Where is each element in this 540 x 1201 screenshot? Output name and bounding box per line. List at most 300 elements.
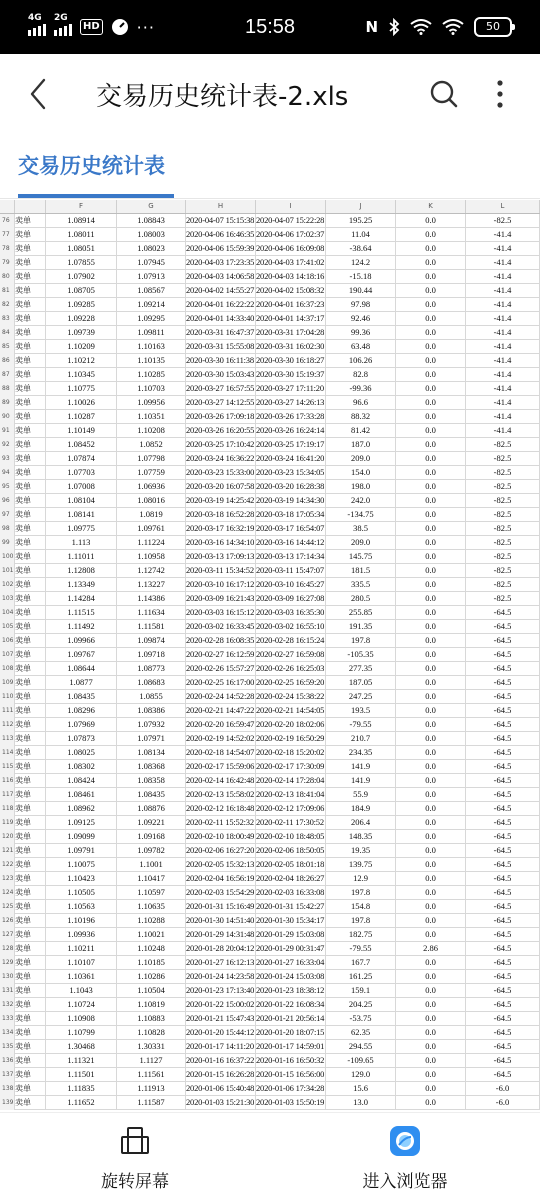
table-cell[interactable]: -64.5	[466, 1040, 540, 1054]
table-cell[interactable]: 159.1	[326, 984, 396, 998]
table-cell[interactable]: 2020-02-28 16:15:24	[256, 634, 326, 648]
table-cell[interactable]: 197.8	[326, 914, 396, 928]
table-cell[interactable]: 141.9	[326, 760, 396, 774]
table-row[interactable]	[0, 886, 540, 900]
table-cell[interactable]: 2020-02-13 15:58:02	[186, 788, 256, 802]
table-cell[interactable]: 1.11515	[46, 606, 117, 620]
table-cell[interactable]: 2020-03-26 17:09:18	[186, 410, 256, 424]
table-cell[interactable]: 1.1043	[46, 984, 117, 998]
table-cell[interactable]: 卖单	[15, 718, 46, 732]
table-cell[interactable]: 2020-04-03 14:06:58	[186, 270, 256, 284]
table-cell[interactable]: 0.0	[396, 270, 466, 284]
table-cell[interactable]: 2020-02-05 18:01:18	[256, 858, 326, 872]
table-cell[interactable]: 1.09295	[117, 312, 186, 326]
table-row[interactable]	[0, 872, 540, 886]
table-cell[interactable]: 2020-02-04 18:26:27	[256, 872, 326, 886]
table-cell[interactable]: 0.0	[396, 1026, 466, 1040]
table-cell[interactable]: 0.0	[396, 284, 466, 298]
table-cell[interactable]: 2020-03-24 16:36:22	[186, 452, 256, 466]
table-cell[interactable]: 209.0	[326, 452, 396, 466]
table-row[interactable]	[0, 718, 540, 732]
table-cell[interactable]: -41.4	[466, 368, 540, 382]
table-row[interactable]	[0, 452, 540, 466]
table-cell[interactable]: 63.48	[326, 340, 396, 354]
table-cell[interactable]: 145.75	[326, 550, 396, 564]
table-cell[interactable]: 2020-03-20 16:07:58	[186, 480, 256, 494]
table-cell[interactable]: 2020-02-14 17:28:04	[256, 774, 326, 788]
table-cell[interactable]: 1.09767	[46, 648, 117, 662]
table-cell[interactable]: 1.10958	[117, 550, 186, 564]
table-cell[interactable]: 0.0	[396, 830, 466, 844]
table-cell[interactable]: 卖单	[15, 466, 46, 480]
table-cell[interactable]: 2020-04-01 14:33:40	[186, 312, 256, 326]
table-cell[interactable]: -64.5	[466, 606, 540, 620]
table-cell[interactable]: 卖单	[15, 214, 46, 228]
table-cell[interactable]: 187.05	[326, 676, 396, 690]
table-cell[interactable]: 0.0	[396, 564, 466, 578]
table-cell[interactable]: -64.5	[466, 970, 540, 984]
table-cell[interactable]: 2020-02-04 16:56:19	[186, 872, 256, 886]
table-cell[interactable]: 1.09811	[117, 326, 186, 340]
table-cell[interactable]: 卖单	[15, 508, 46, 522]
table-cell[interactable]: 1.13349	[46, 578, 117, 592]
table-cell[interactable]: -41.4	[466, 312, 540, 326]
table-cell[interactable]: -82.5	[466, 466, 540, 480]
table-cell[interactable]: 0.0	[396, 578, 466, 592]
table-cell[interactable]: 2020-02-27 16:59:08	[256, 648, 326, 662]
table-cell[interactable]: 88.32	[326, 410, 396, 424]
table-cell[interactable]: 1.11913	[117, 1082, 186, 1096]
table-cell[interactable]: 0.0	[396, 676, 466, 690]
table-cell[interactable]: 卖单	[15, 1040, 46, 1054]
table-cell[interactable]: 1.0877	[46, 676, 117, 690]
table-cell[interactable]: 2020-01-21 20:56:14	[256, 1012, 326, 1026]
table-cell[interactable]: 2020-03-26 17:33:28	[256, 410, 326, 424]
table-cell[interactable]: 卖单	[15, 298, 46, 312]
table-cell[interactable]: 卖单	[15, 354, 46, 368]
table-cell[interactable]: 卖单	[15, 382, 46, 396]
table-cell[interactable]: -41.4	[466, 256, 540, 270]
table-cell[interactable]: 2020-02-20 18:02:06	[256, 718, 326, 732]
table-cell[interactable]: 0.0	[396, 592, 466, 606]
table-cell[interactable]: 2020-03-17 16:54:07	[256, 522, 326, 536]
more-options-icon[interactable]	[490, 74, 510, 114]
table-cell[interactable]: 1.08141	[46, 508, 117, 522]
table-row[interactable]	[0, 382, 540, 396]
table-cell[interactable]: -64.5	[466, 662, 540, 676]
table-cell[interactable]: 卖单	[15, 872, 46, 886]
table-cell[interactable]: 0.0	[396, 858, 466, 872]
table-cell[interactable]: 1.10775	[46, 382, 117, 396]
table-cell[interactable]: 1.07874	[46, 452, 117, 466]
table-cell[interactable]: 卖单	[15, 648, 46, 662]
table-cell[interactable]: 2020-03-23 15:34:05	[256, 466, 326, 480]
table-cell[interactable]: -64.5	[466, 676, 540, 690]
table-cell[interactable]: 2020-03-13 17:14:34	[256, 550, 326, 564]
table-cell[interactable]: 206.4	[326, 816, 396, 830]
table-cell[interactable]: 1.11501	[46, 1068, 117, 1082]
table-cell[interactable]: 0.0	[396, 1068, 466, 1082]
table-cell[interactable]: 0.0	[396, 494, 466, 508]
table-cell[interactable]: 0.0	[396, 522, 466, 536]
table-cell[interactable]: 1.11634	[117, 606, 186, 620]
table-cell[interactable]: -41.4	[466, 396, 540, 410]
table-row[interactable]	[0, 424, 540, 438]
table-cell[interactable]: -64.5	[466, 774, 540, 788]
table-cell[interactable]: -41.4	[466, 340, 540, 354]
column-header-h[interactable]: H	[186, 200, 256, 213]
table-cell[interactable]: 卖单	[15, 1026, 46, 1040]
table-cell[interactable]: 2020-04-01 16:22:22	[186, 298, 256, 312]
table-row[interactable]	[0, 662, 540, 676]
table-row[interactable]	[0, 312, 540, 326]
table-cell[interactable]: 卖单	[15, 746, 46, 760]
table-cell[interactable]: 62.35	[326, 1026, 396, 1040]
table-cell[interactable]: 2020-02-06 18:50:05	[256, 844, 326, 858]
table-cell[interactable]: -64.5	[466, 620, 540, 634]
table-cell[interactable]: 2020-01-24 14:23:58	[186, 970, 256, 984]
table-cell[interactable]: -64.5	[466, 886, 540, 900]
table-row[interactable]	[0, 606, 540, 620]
table-cell[interactable]: 1.30331	[117, 1040, 186, 1054]
table-row[interactable]	[0, 270, 540, 284]
table-cell[interactable]: 0.0	[396, 354, 466, 368]
table-cell[interactable]: 0.0	[396, 228, 466, 242]
table-cell[interactable]: -64.5	[466, 942, 540, 956]
table-cell[interactable]: 1.09739	[46, 326, 117, 340]
table-cell[interactable]: 1.10248	[117, 942, 186, 956]
table-cell[interactable]: 2020-03-19 14:34:30	[256, 494, 326, 508]
table-row[interactable]	[0, 1026, 540, 1040]
table-cell[interactable]: 1.0855	[117, 690, 186, 704]
table-cell[interactable]: 1.10505	[46, 886, 117, 900]
table-cell[interactable]: 2020-02-17 15:59:06	[186, 760, 256, 774]
table-cell[interactable]: 1.10597	[117, 886, 186, 900]
table-cell[interactable]: 2020-01-15 16:56:00	[256, 1068, 326, 1082]
table-cell[interactable]: 1.07945	[117, 256, 186, 270]
table-cell[interactable]: 1.08296	[46, 704, 117, 718]
table-cell[interactable]: -41.4	[466, 424, 540, 438]
table-cell[interactable]: -82.5	[466, 508, 540, 522]
table-cell[interactable]: 2020-04-02 15:08:32	[256, 284, 326, 298]
table-cell[interactable]: 2020-02-11 15:52:32	[186, 816, 256, 830]
table-cell[interactable]: 卖单	[15, 564, 46, 578]
table-cell[interactable]: 卖单	[15, 312, 46, 326]
table-cell[interactable]: -64.5	[466, 732, 540, 746]
table-cell[interactable]: 1.10212	[46, 354, 117, 368]
table-cell[interactable]: 0.0	[396, 550, 466, 564]
table-cell[interactable]: 卖单	[15, 396, 46, 410]
table-cell[interactable]: -64.5	[466, 746, 540, 760]
table-cell[interactable]: 2020-04-07 15:22:28	[256, 214, 326, 228]
table-cell[interactable]: 卖单	[15, 326, 46, 340]
table-cell[interactable]: 2020-03-16 14:44:12	[256, 536, 326, 550]
table-row[interactable]	[0, 466, 540, 480]
table-cell[interactable]: 0.0	[396, 886, 466, 900]
table-cell[interactable]: 0.0	[396, 536, 466, 550]
table-cell[interactable]: -64.5	[466, 788, 540, 802]
table-cell[interactable]: 2020-01-22 16:08:34	[256, 998, 326, 1012]
table-cell[interactable]: 2020-01-20 15:44:12	[186, 1026, 256, 1040]
table-cell[interactable]: 2020-01-03 15:21:30	[186, 1096, 256, 1110]
table-cell[interactable]: 0.0	[396, 242, 466, 256]
table-cell[interactable]: 2020-03-18 16:52:28	[186, 508, 256, 522]
table-cell[interactable]: 1.09718	[117, 648, 186, 662]
table-cell[interactable]: 1.08104	[46, 494, 117, 508]
table-cell[interactable]: 129.0	[326, 1068, 396, 1082]
table-cell[interactable]: 1.10209	[46, 340, 117, 354]
table-cell[interactable]: 1.08705	[46, 284, 117, 298]
table-cell[interactable]: 1.11011	[46, 550, 117, 564]
table-row[interactable]	[0, 1012, 540, 1026]
table-cell[interactable]: 2020-02-26 15:57:27	[186, 662, 256, 676]
table-cell[interactable]: -41.4	[466, 354, 540, 368]
table-cell[interactable]: 卖单	[15, 550, 46, 564]
table-cell[interactable]: 1.10819	[117, 998, 186, 1012]
table-cell[interactable]: 1.07902	[46, 270, 117, 284]
table-cell[interactable]: 卖单	[15, 984, 46, 998]
table-cell[interactable]: 92.46	[326, 312, 396, 326]
table-cell[interactable]: 1.08644	[46, 662, 117, 676]
table-cell[interactable]: 2020-02-10 18:48:05	[256, 830, 326, 844]
rotate-screen-button[interactable]	[35, 1113, 235, 1201]
table-cell[interactable]: 106.26	[326, 354, 396, 368]
table-cell[interactable]: -41.4	[466, 382, 540, 396]
table-cell[interactable]: 1.10361	[46, 970, 117, 984]
table-row[interactable]	[0, 438, 540, 452]
table-cell[interactable]: -6.0	[466, 1082, 540, 1096]
table-cell[interactable]: 卖单	[15, 1012, 46, 1026]
table-cell[interactable]: 197.8	[326, 634, 396, 648]
table-cell[interactable]: 卖单	[15, 256, 46, 270]
table-row[interactable]	[0, 214, 540, 228]
table-cell[interactable]: 1.09791	[46, 844, 117, 858]
table-cell[interactable]: -82.5	[466, 480, 540, 494]
search-icon[interactable]	[428, 78, 460, 110]
table-cell[interactable]: 0.0	[396, 452, 466, 466]
table-cell[interactable]: -64.5	[466, 984, 540, 998]
table-cell[interactable]: 2020-02-17 17:30:09	[256, 760, 326, 774]
table-cell[interactable]: 1.08567	[117, 284, 186, 298]
table-cell[interactable]: 2020-01-03 15:50:19	[256, 1096, 326, 1110]
table-cell[interactable]: 1.11581	[117, 620, 186, 634]
table-cell[interactable]: 1.08386	[117, 704, 186, 718]
table-cell[interactable]: 0.0	[396, 298, 466, 312]
table-cell[interactable]: 2020-02-21 14:47:22	[186, 704, 256, 718]
table-row[interactable]	[0, 858, 540, 872]
table-cell[interactable]: 1.09221	[117, 816, 186, 830]
table-cell[interactable]: -38.64	[326, 242, 396, 256]
table-cell[interactable]: 1.08011	[46, 228, 117, 242]
table-row[interactable]	[0, 746, 540, 760]
table-cell[interactable]: 0.0	[396, 816, 466, 830]
table-cell[interactable]: 2020-04-06 17:02:37	[256, 228, 326, 242]
table-row[interactable]	[0, 1054, 540, 1068]
table-cell[interactable]: 2020-03-19 14:25:42	[186, 494, 256, 508]
table-cell[interactable]: 209.0	[326, 536, 396, 550]
table-cell[interactable]: 1.07971	[117, 732, 186, 746]
table-cell[interactable]: 2020-01-30 15:34:17	[256, 914, 326, 928]
table-cell[interactable]: 2020-02-19 16:50:29	[256, 732, 326, 746]
table-cell[interactable]: 97.98	[326, 298, 396, 312]
table-cell[interactable]: 280.5	[326, 592, 396, 606]
table-cell[interactable]: 1.07008	[46, 480, 117, 494]
table-cell[interactable]: -64.5	[466, 718, 540, 732]
table-cell[interactable]: -64.5	[466, 760, 540, 774]
table-cell[interactable]: 1.10075	[46, 858, 117, 872]
table-cell[interactable]: 2020-02-27 16:12:59	[186, 648, 256, 662]
table-cell[interactable]: 2020-03-03 16:15:12	[186, 606, 256, 620]
table-cell[interactable]: 0.0	[396, 606, 466, 620]
table-cell[interactable]: 2020-04-03 17:23:35	[186, 256, 256, 270]
table-cell[interactable]: -82.5	[466, 522, 540, 536]
table-cell[interactable]: 卖单	[15, 760, 46, 774]
table-cell[interactable]: 2020-03-31 16:02:30	[256, 340, 326, 354]
table-cell[interactable]: 148.35	[326, 830, 396, 844]
table-cell[interactable]: 2020-02-26 16:25:03	[256, 662, 326, 676]
table-cell[interactable]: 2020-02-05 15:32:13	[186, 858, 256, 872]
table-cell[interactable]: 154.0	[326, 466, 396, 480]
table-cell[interactable]: 卖单	[15, 578, 46, 592]
table-cell[interactable]: 1.10163	[117, 340, 186, 354]
table-cell[interactable]: 1.11561	[117, 1068, 186, 1082]
table-cell[interactable]: 卖单	[15, 536, 46, 550]
table-cell[interactable]: 0.0	[396, 508, 466, 522]
table-cell[interactable]: 2020-03-27 14:12:55	[186, 396, 256, 410]
table-cell[interactable]: 0.0	[396, 718, 466, 732]
table-cell[interactable]: 1.14386	[117, 592, 186, 606]
table-cell[interactable]: 2020-04-01 16:37:23	[256, 298, 326, 312]
table-cell[interactable]: 1.08023	[117, 242, 186, 256]
table-cell[interactable]: 卖单	[15, 592, 46, 606]
table-cell[interactable]: 1.08876	[117, 802, 186, 816]
table-cell[interactable]: 0.0	[396, 746, 466, 760]
table-cell[interactable]: 2020-02-24 14:52:28	[186, 690, 256, 704]
table-cell[interactable]: 卖单	[15, 956, 46, 970]
table-cell[interactable]: 0.0	[396, 690, 466, 704]
table-cell[interactable]: 1.12808	[46, 564, 117, 578]
table-cell[interactable]: -64.5	[466, 830, 540, 844]
spreadsheet-view[interactable]	[0, 200, 540, 1112]
table-cell[interactable]: 82.8	[326, 368, 396, 382]
table-cell[interactable]: 0.0	[396, 928, 466, 942]
table-cell[interactable]: 2020-02-13 18:41:04	[256, 788, 326, 802]
table-cell[interactable]: -6.0	[466, 1096, 540, 1110]
table-cell[interactable]: 卖单	[15, 704, 46, 718]
table-cell[interactable]: 0.0	[396, 788, 466, 802]
table-cell[interactable]: 1.08914	[46, 214, 117, 228]
table-cell[interactable]: 1.10196	[46, 914, 117, 928]
table-cell[interactable]: 0.0	[396, 760, 466, 774]
table-cell[interactable]: 1.10351	[117, 410, 186, 424]
table-cell[interactable]: 184.9	[326, 802, 396, 816]
table-row[interactable]	[0, 648, 540, 662]
table-cell[interactable]: 11.04	[326, 228, 396, 242]
table-cell[interactable]: -64.5	[466, 1054, 540, 1068]
table-cell[interactable]: 2020-01-24 15:03:08	[256, 970, 326, 984]
table-cell[interactable]: 0.0	[396, 704, 466, 718]
table-cell[interactable]: 卖单	[15, 816, 46, 830]
table-cell[interactable]: -82.5	[466, 438, 540, 452]
table-cell[interactable]: 1.08962	[46, 802, 117, 816]
table-cell[interactable]: 1.08773	[117, 662, 186, 676]
table-cell[interactable]: 1.0852	[117, 438, 186, 452]
table-cell[interactable]: 2020-02-03 15:54:29	[186, 886, 256, 900]
table-cell[interactable]: 2020-02-19 14:52:02	[186, 732, 256, 746]
table-cell[interactable]: 2020-03-02 16:55:10	[256, 620, 326, 634]
table-cell[interactable]: 191.35	[326, 620, 396, 634]
table-cell[interactable]: 2020-02-10 18:00:49	[186, 830, 256, 844]
table-cell[interactable]: 卖单	[15, 634, 46, 648]
table-cell[interactable]: 81.42	[326, 424, 396, 438]
table-cell[interactable]: 1.08452	[46, 438, 117, 452]
table-row[interactable]	[0, 284, 540, 298]
table-cell[interactable]: 卖单	[15, 900, 46, 914]
table-cell[interactable]: 1.10423	[46, 872, 117, 886]
table-row[interactable]	[0, 564, 540, 578]
table-cell[interactable]: 2020-01-31 15:16:49	[186, 900, 256, 914]
table-cell[interactable]: 1.08358	[117, 774, 186, 788]
table-cell[interactable]: 1.08435	[46, 690, 117, 704]
table-cell[interactable]: 卖单	[15, 494, 46, 508]
table-cell[interactable]: 1.113	[46, 536, 117, 550]
table-cell[interactable]: 99.36	[326, 326, 396, 340]
table-row[interactable]	[0, 620, 540, 634]
table-cell[interactable]: -64.5	[466, 648, 540, 662]
table-cell[interactable]: 卖单	[15, 438, 46, 452]
table-cell[interactable]: -99.36	[326, 382, 396, 396]
table-cell[interactable]: 0.0	[396, 326, 466, 340]
table-cell[interactable]: 卖单	[15, 480, 46, 494]
table-cell[interactable]: 1.08025	[46, 746, 117, 760]
table-cell[interactable]: 0.0	[396, 1096, 466, 1110]
table-cell[interactable]: 1.09285	[46, 298, 117, 312]
table-cell[interactable]: -64.5	[466, 704, 540, 718]
table-cell[interactable]: -53.75	[326, 1012, 396, 1026]
table-cell[interactable]: 2020-02-25 16:17:00	[186, 676, 256, 690]
table-cell[interactable]: 1.07969	[46, 718, 117, 732]
table-cell[interactable]: -64.5	[466, 816, 540, 830]
column-header-g[interactable]: G	[117, 200, 186, 213]
table-cell[interactable]: 139.75	[326, 858, 396, 872]
table-cell[interactable]: 2020-04-01 14:37:17	[256, 312, 326, 326]
table-cell[interactable]: -64.5	[466, 956, 540, 970]
table-cell[interactable]: -82.5	[466, 452, 540, 466]
table-cell[interactable]: 1.06936	[117, 480, 186, 494]
table-cell[interactable]: 1.08424	[46, 774, 117, 788]
table-cell[interactable]: 1.09874	[117, 634, 186, 648]
table-cell[interactable]: -79.55	[326, 718, 396, 732]
table-cell[interactable]: 1.10285	[117, 368, 186, 382]
table-cell[interactable]: 1.09228	[46, 312, 117, 326]
table-cell[interactable]: 1.11652	[46, 1096, 117, 1110]
table-cell[interactable]: -82.5	[466, 550, 540, 564]
table-cell[interactable]: -64.5	[466, 1012, 540, 1026]
table-cell[interactable]: 1.07855	[46, 256, 117, 270]
table-cell[interactable]: 2020-01-22 15:00:02	[186, 998, 256, 1012]
table-row[interactable]	[0, 550, 540, 564]
table-cell[interactable]: 1.10208	[117, 424, 186, 438]
table-cell[interactable]: 2020-02-03 16:33:08	[256, 886, 326, 900]
table-cell[interactable]: 0.0	[396, 424, 466, 438]
table-cell[interactable]: 38.5	[326, 522, 396, 536]
table-cell[interactable]: -64.5	[466, 900, 540, 914]
table-cell[interactable]: 2020-01-06 17:34:28	[256, 1082, 326, 1096]
table-cell[interactable]: 1.30468	[46, 1040, 117, 1054]
table-row[interactable]	[0, 1068, 540, 1082]
table-cell[interactable]: 2020-01-17 14:11:20	[186, 1040, 256, 1054]
table-cell[interactable]: 卖单	[15, 802, 46, 816]
